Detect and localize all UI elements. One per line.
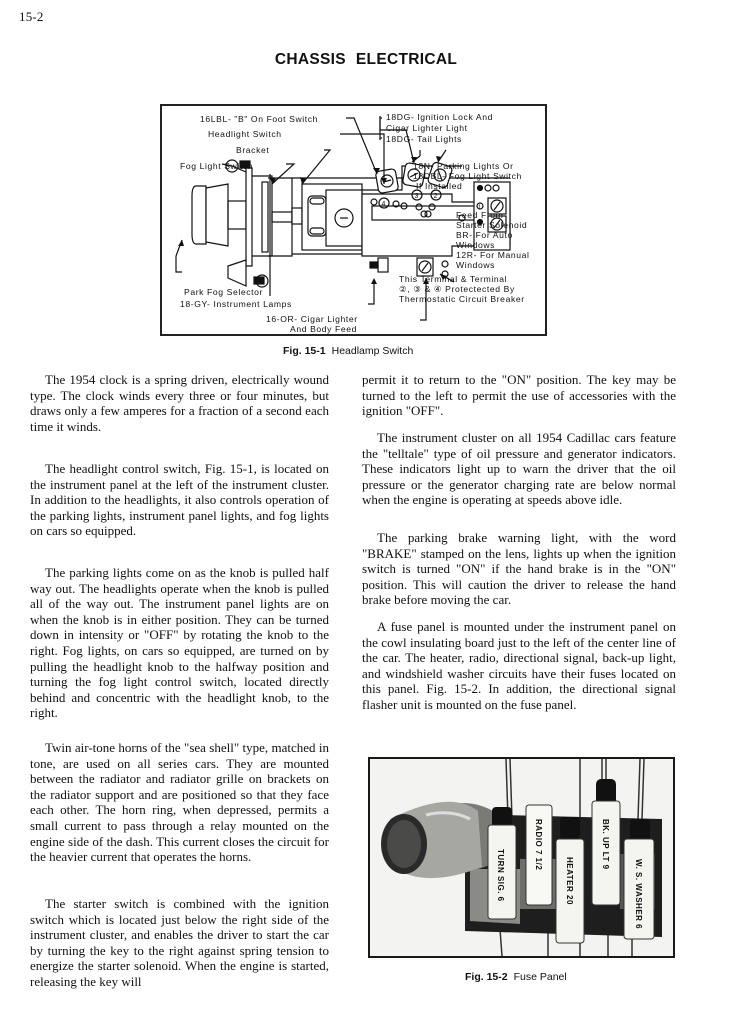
label-starter-solenoid: Starter Solenoid [456,220,528,230]
label-parking-lights: 18N- Parking Lights Or [413,161,514,171]
chapter-title-word-1: CHASSIS [274,51,346,68]
label-bracket: Bracket [236,145,270,155]
chapter-title [0,51,732,69]
fuse-label-backup-light: BK. UP LT 9 [601,819,610,870]
right-column [362,372,676,419]
label-fog-light-switch: Fog Light Switch [180,161,254,171]
page-number: 15-2 [19,9,44,24]
paragraph-instrument-cluster: The instrument cluster on all 1954 Cadillac cars feature the "telltale" type of oil pressure and generator indicators. These indicators light up to warn the driver that the oil pressure or the generator charging rate are below normal when the engine is operating at speeds above idle. [362,430,676,508]
svg-text:1: 1 [478,205,482,211]
paragraph-starter-switch: The starter switch is combined with the ignition switch which is located just below the right side of the instrument cluster, and enables the driver to start the car by turning the key to the right against spring tension to energize the starter solenoid. When the engine is started, releasing the key will [30,896,329,989]
label-this-terminal: This Terminal & Terminal [399,274,508,284]
paragraph-parking-brake: The parking brake warning light, with the word "BRAKE" stamped on the lens, lights up when the ignition switch is turned "ON" if the hand brake is in the "ON" position. This will caution the driver to release the hand brake before moving the car. [362,530,676,608]
left-column-block-3 [30,565,329,721]
right-column-block-2 [362,430,676,508]
figure-2-title: Fuse Panel [513,971,567,983]
paragraph-headlight-control: The headlight control switch, Fig. 15-1, is located on the instrument panel at the left of the instrument cluster. In addition to the headlights, it also controls operation of the parking lights, instrument panel lights, and fog lights on cars so equipped. [30,461,329,539]
chapter-title-word-2: ELECTRICAL [355,51,458,68]
fuse-panel-photo [368,757,675,958]
left-column-block-5 [30,896,329,990]
label-windows-1: Windows [456,240,496,250]
label-br-auto: BR- For Auto [456,230,513,240]
figure-2-number: Fig. 15-2 [465,971,508,983]
label-foot-switch: 16LBL- "B" On Foot Switch [200,114,319,124]
label-cigar-lighter: 16-OR- Cigar Lighter [266,314,358,324]
fuse-label-radio: RADIO 7 1/2 [534,819,543,871]
paragraph-fuse-panel: A fuse panel is mounted under the instrument panel on the cowl insulating board just to the left of the center line of the car. The heater, radio, directional signal, back-up light, and windshield washer circuits have their fuses located on this panel. Fig. 15-2. In addition, the directional signal flasher unit is mounted on the fuse panel. [362,619,676,712]
label-circuit-breaker: Thermostatic Circuit Breaker [399,294,525,304]
label-if-installed: If Installed [416,181,463,191]
label-12r-manual: 12R- For Manual [456,250,530,260]
paragraph-parking-lights: The parking lights come on as the knob is pulled half way out. The headlights operate when the knob is pulled all of the way out. The instrument panel lights are on when the knob is in either position. They can be turned down in intensity or "OFF" by rotating the knob to the right. Fog lights, on cars so equipped, are turned on by pulling the headlight knob to the halfway position and turning the fog light control switch, located directly behind and concentric with the headlight knob, to the right. [30,565,329,721]
svg-text:4: 4 [381,201,386,208]
figure-1-caption [283,345,413,357]
fuse-label-turn-signal: TURN SIG. 6 [496,849,505,902]
svg-text:2: 2 [433,193,438,200]
svg-text:3: 3 [414,193,419,200]
right-column-block-4 [362,619,676,713]
label-tail-lights: 18DG- Tail Lights [386,134,462,144]
label-protected: ②, ③ & ④ Protectected By [399,284,515,294]
left-column [30,372,329,434]
figure-1-title: Headlamp Switch [331,345,414,357]
label-instrument-lamps: 18-GY- Instrument Lamps [180,299,292,309]
paragraph-horns: Twin air-tone horns of the "sea shell" type, matched in tone, are used on all series cars. They are mounted between the radiator and radiator grille on brackets on the radiator support and are positioned so that they face each other. The horn ring, when depressed, permits a small current to pass through a relay mounted on the engine side of the dash. This current closes the circuit for the heavier current that operates the horns. [30,740,329,865]
label-ignition-lock: 18DG- Ignition Lock And [386,112,493,122]
label-body-feed: And Body Feed [290,324,358,334]
label-windows-2: Windows [456,260,496,270]
headlamp-switch-diagram [160,104,547,336]
left-column-block-4 [30,740,329,865]
label-cigar-lighter-light: Cigar Lighter Light [386,123,468,133]
label-fog-light-wire: 18DBL- Fog Light Switch [413,171,522,181]
paragraph-clock: The 1954 clock is a spring driven, electrically wound type. The clock winds every three or four minutes, but draws only a few amperes for a fraction of a second each time it winds. [30,372,329,434]
label-park-fog-selector: Park Fog Selector [184,287,263,297]
fuse-label-windshield-washer: W. S. WASHER 6 [634,859,643,930]
left-column-block-2 [30,461,329,539]
right-column-block-3 [362,530,676,608]
figure-2-caption [465,971,567,983]
paragraph-continuation: permit it to return to the "ON" position. The key may be turned to the left to permit the use of accessories with the ignition "OFF". [362,372,676,419]
label-feed-from: Feed From [456,210,504,220]
fuse-panel-drawing [370,759,673,956]
figure-1-number: Fig. 15-1 [283,345,326,357]
label-headlight-switch: Headlight Switch [208,129,282,139]
fuse-label-heater: HEATER 20 [565,857,574,905]
